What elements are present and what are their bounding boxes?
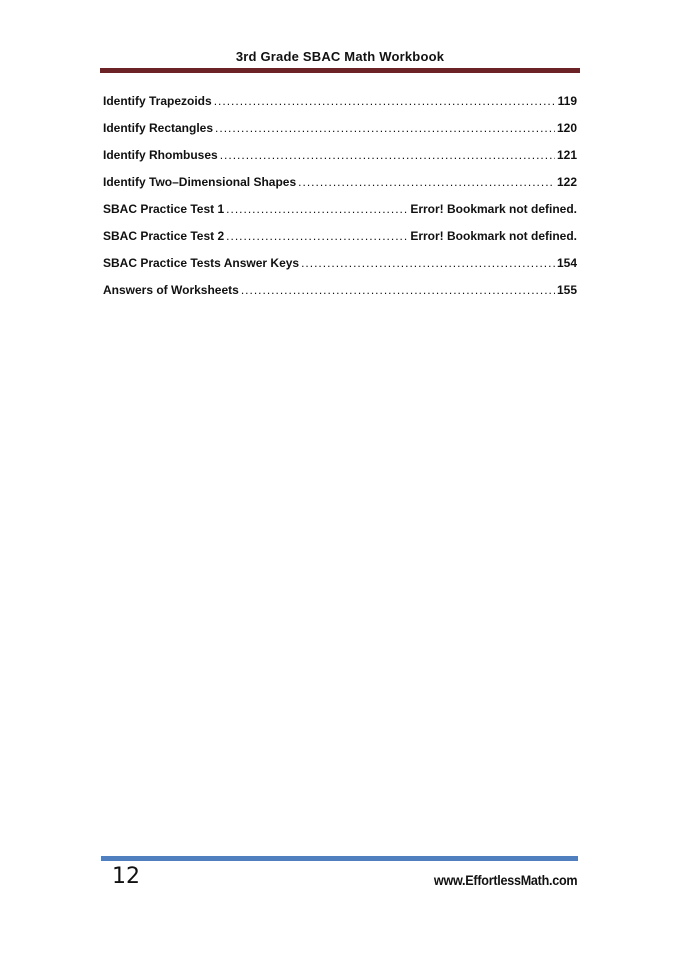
- toc-entry-page: Error! Bookmark not defined.: [410, 202, 577, 216]
- toc-entry[interactable]: [103, 283, 577, 310]
- toc-leader-dots: [301, 256, 555, 270]
- page-header-title: 3rd Grade SBAC Math Workbook: [235, 49, 445, 64]
- toc-entry-title: Identify Rhombuses: [103, 148, 218, 162]
- toc-leader-dots: [226, 202, 408, 216]
- toc-entry[interactable]: [103, 202, 577, 229]
- toc-entry-title: Identify Trapezoids: [103, 94, 212, 108]
- website-link[interactable]: www.EffortlessMath.com: [433, 872, 577, 888]
- toc-entry-page: 120: [556, 121, 577, 135]
- toc-entry[interactable]: [103, 121, 577, 148]
- toc-entry[interactable]: [103, 229, 577, 256]
- toc-leader-dots: [215, 121, 555, 135]
- page-number: 12: [112, 864, 140, 889]
- toc-entry-title: SBAC Practice Tests Answer Keys: [103, 256, 300, 270]
- table-of-contents: [103, 94, 577, 310]
- toc-leader-dots: [220, 148, 555, 162]
- toc-entry-title: Answers of Worksheets: [103, 283, 239, 297]
- toc-entry-title: SBAC Practice Test 1: [103, 202, 225, 216]
- toc-entry-title: Identify Two–Dimensional Shapes: [103, 175, 297, 189]
- toc-leader-dots: [241, 283, 555, 297]
- toc-entry[interactable]: [103, 175, 577, 202]
- header-rule: [100, 68, 580, 73]
- toc-leader-dots: [226, 229, 408, 243]
- toc-entry-page: 122: [556, 175, 577, 189]
- toc-entry-page: 154: [556, 256, 577, 270]
- toc-entry-title: SBAC Practice Test 2: [103, 229, 225, 243]
- footer-rule: [101, 856, 578, 861]
- toc-entry-title: Identify Rectangles: [103, 121, 214, 135]
- toc-leader-dots: [298, 175, 555, 189]
- toc-leader-dots: [214, 94, 556, 108]
- toc-entry-page: 121: [556, 148, 577, 162]
- toc-entry[interactable]: [103, 94, 577, 121]
- toc-entry-page: 119: [557, 94, 577, 108]
- toc-entry-page: 155: [556, 283, 577, 297]
- toc-entry-page: Error! Bookmark not defined.: [410, 229, 577, 243]
- toc-entry[interactable]: [103, 148, 577, 175]
- toc-entry[interactable]: [103, 256, 577, 283]
